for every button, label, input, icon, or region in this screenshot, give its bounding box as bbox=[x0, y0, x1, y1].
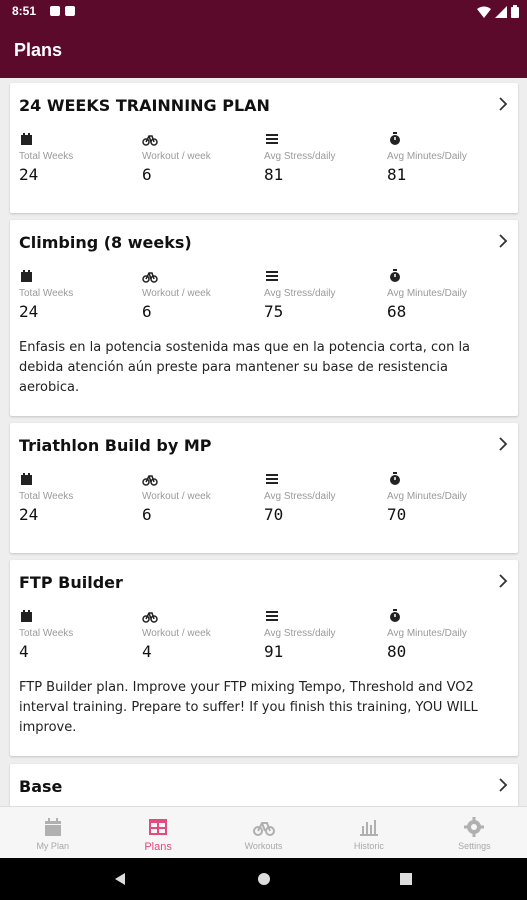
bottom-nav bbox=[0, 806, 527, 858]
stat-total-weeks bbox=[19, 268, 139, 321]
stat-value: 6 bbox=[142, 302, 152, 321]
home-icon[interactable] bbox=[257, 872, 271, 886]
stat-value: 81 bbox=[387, 165, 407, 184]
clipboard-icon bbox=[65, 6, 75, 16]
stat-label: Avg Stress/daily bbox=[264, 628, 336, 639]
stat-workout-week bbox=[142, 268, 262, 321]
chevron-right-icon bbox=[496, 234, 510, 248]
chevron-right-icon bbox=[496, 778, 510, 792]
bike-icon bbox=[142, 608, 158, 624]
stat-avg-minutes bbox=[387, 608, 507, 661]
stat-value: 81 bbox=[264, 165, 284, 184]
stat-label: Total Weeks bbox=[19, 628, 74, 639]
recents-icon[interactable] bbox=[399, 872, 413, 886]
calendar-icon bbox=[19, 268, 35, 284]
nav-label: Settings bbox=[458, 841, 491, 851]
nav-label: Plans bbox=[144, 841, 172, 853]
stopwatch-icon bbox=[387, 608, 403, 624]
stat-avg-stress bbox=[264, 131, 384, 184]
plan-title: Triathlon Build by MP bbox=[19, 436, 212, 455]
stat-value: 70 bbox=[264, 505, 284, 524]
nav-label: Historic bbox=[353, 841, 384, 851]
stat-label: Workout / week bbox=[142, 288, 211, 299]
calendar-icon bbox=[19, 608, 35, 624]
plan-card[interactable] bbox=[10, 560, 518, 756]
stat-avg-stress bbox=[264, 608, 384, 661]
nav-plans[interactable] bbox=[105, 807, 210, 858]
stat-total-weeks bbox=[19, 608, 139, 661]
stat-value: 68 bbox=[387, 302, 407, 321]
stat-avg-minutes bbox=[387, 131, 507, 184]
stat-label: Avg Minutes/Daily bbox=[387, 288, 467, 299]
nav-workouts[interactable] bbox=[211, 807, 316, 858]
stat-label: Workout / week bbox=[142, 628, 211, 639]
gear-icon bbox=[463, 816, 485, 838]
stat-total-weeks bbox=[19, 471, 139, 524]
calendar-icon bbox=[19, 471, 35, 487]
stat-avg-stress bbox=[264, 471, 384, 524]
status-bar bbox=[0, 0, 527, 24]
plan-description: FTP Builder plan. Improve your FTP mixing Tempo, Threshold and VO2 interval training. Prepare to suffer! If you finish this training, YOU WILL improve. bbox=[19, 680, 478, 735]
back-icon[interactable] bbox=[113, 872, 127, 886]
nav-historic[interactable] bbox=[316, 807, 421, 858]
stopwatch-icon bbox=[387, 131, 403, 147]
chevron-right-icon bbox=[496, 437, 510, 451]
signal-icon bbox=[495, 6, 507, 18]
stat-label: Avg Minutes/Daily bbox=[387, 628, 467, 639]
stopwatch-icon bbox=[387, 268, 403, 284]
stat-value: 6 bbox=[142, 165, 152, 184]
chart-icon bbox=[358, 816, 380, 838]
stat-value: 4 bbox=[19, 642, 29, 661]
calendar-icon bbox=[19, 131, 35, 147]
system-nav-bar bbox=[0, 858, 527, 900]
nav-label: Workouts bbox=[244, 841, 283, 851]
table-icon bbox=[147, 816, 169, 838]
bike-icon bbox=[142, 471, 158, 487]
stat-value: 24 bbox=[19, 302, 39, 321]
stat-workout-week bbox=[142, 131, 262, 184]
nav-label: My Plan bbox=[36, 841, 69, 851]
nav-my-plan[interactable] bbox=[0, 807, 105, 858]
stat-label: Avg Stress/daily bbox=[264, 151, 336, 162]
stat-value: 6 bbox=[142, 505, 152, 524]
notification-icon bbox=[50, 6, 60, 16]
app-bar bbox=[0, 24, 527, 78]
stat-label: Workout / week bbox=[142, 151, 211, 162]
menu-lines-icon bbox=[264, 471, 280, 487]
bike-icon bbox=[253, 816, 275, 838]
stat-label: Total Weeks bbox=[19, 491, 74, 502]
stopwatch-icon bbox=[387, 471, 403, 487]
stat-value: 75 bbox=[264, 302, 284, 321]
plan-title: Climbing (8 weeks) bbox=[19, 233, 192, 252]
plan-title: Base bbox=[19, 777, 63, 796]
stat-value: 70 bbox=[387, 505, 407, 524]
stat-label: Avg Minutes/Daily bbox=[387, 151, 467, 162]
plan-description: Enfasis en la potencia sostenida mas que en la potencia corta, con la debida atención aún preste para mantener su base de resistencia aerobica. bbox=[19, 340, 471, 395]
stat-value: 4 bbox=[142, 642, 152, 661]
plan-card[interactable] bbox=[10, 764, 518, 806]
plan-card[interactable] bbox=[10, 423, 518, 553]
status-time: 8:51 bbox=[12, 4, 37, 18]
stat-avg-stress bbox=[264, 268, 384, 321]
chevron-right-icon bbox=[496, 97, 510, 111]
stat-workout-week bbox=[142, 608, 262, 661]
bike-icon bbox=[142, 268, 158, 284]
stat-value: 24 bbox=[19, 165, 39, 184]
stat-label: Avg Minutes/Daily bbox=[387, 491, 467, 502]
stat-workout-week bbox=[142, 471, 262, 524]
stat-label: Workout / week bbox=[142, 491, 211, 502]
stat-value: 24 bbox=[19, 505, 39, 524]
stat-label: Total Weeks bbox=[19, 151, 74, 162]
nav-settings[interactable] bbox=[422, 807, 527, 858]
stat-value: 80 bbox=[387, 642, 407, 661]
stat-label: Avg Stress/daily bbox=[264, 491, 336, 502]
menu-lines-icon bbox=[264, 268, 280, 284]
calendar-icon bbox=[42, 816, 64, 838]
plan-card[interactable] bbox=[10, 220, 518, 416]
stat-avg-minutes bbox=[387, 268, 507, 321]
menu-lines-icon bbox=[264, 131, 280, 147]
stat-value: 91 bbox=[264, 642, 284, 661]
stat-label: Total Weeks bbox=[19, 288, 74, 299]
chevron-right-icon bbox=[496, 574, 510, 588]
stat-label: Avg Stress/daily bbox=[264, 288, 336, 299]
plans-list[interactable] bbox=[0, 78, 527, 806]
plan-card[interactable] bbox=[10, 83, 518, 213]
page-title: Plans bbox=[14, 40, 63, 60]
stat-total-weeks bbox=[19, 131, 139, 184]
menu-lines-icon bbox=[264, 608, 280, 624]
system-icons bbox=[477, 5, 519, 18]
plan-title: 24 WEEKS TRAINNING PLAN bbox=[19, 96, 270, 115]
notification-icons bbox=[50, 6, 75, 16]
bike-icon bbox=[142, 131, 158, 147]
wifi-icon bbox=[477, 6, 491, 18]
stat-avg-minutes bbox=[387, 471, 507, 524]
battery-icon bbox=[511, 5, 519, 18]
plan-title: FTP Builder bbox=[19, 573, 123, 592]
